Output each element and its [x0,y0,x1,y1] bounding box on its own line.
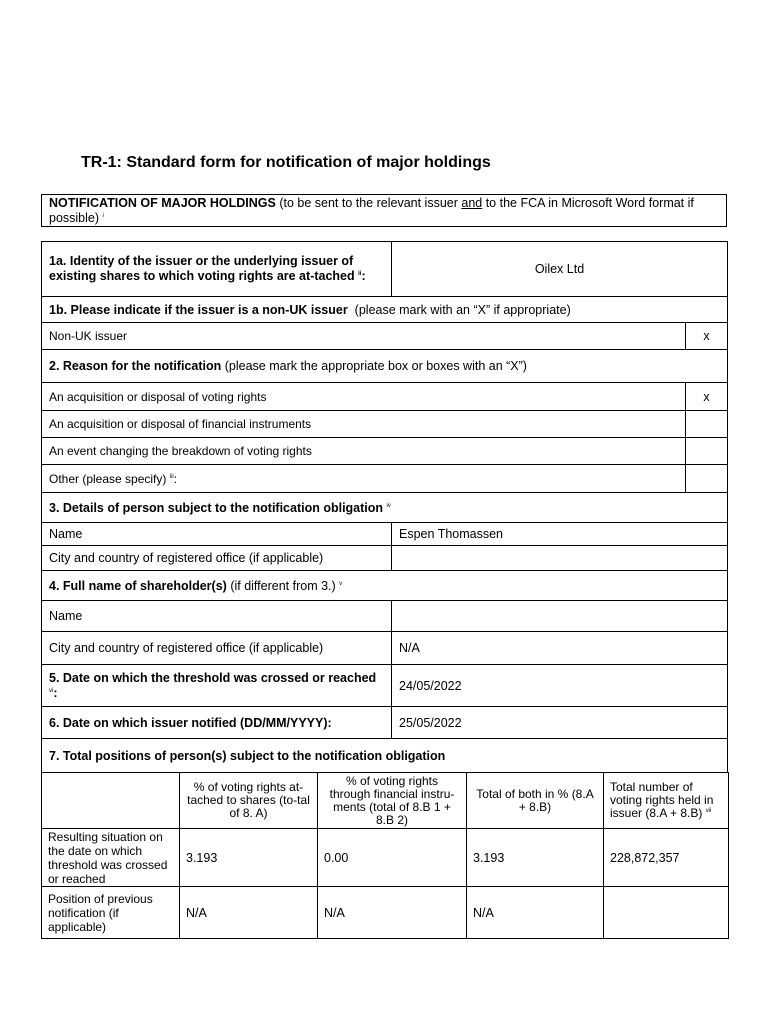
notification-text: (to be sent to the relevant issuer [275,196,462,210]
table-cell[interactable]: N/A [467,887,604,939]
table-cell[interactable]: N/A [318,887,467,939]
reason-checkbox[interactable]: x [685,383,727,410]
non-uk-issuer-label: Non-UK issuer [49,329,128,343]
section-4-heading [41,570,728,600]
section-7-heading [41,738,728,772]
footnote-marker: i [102,212,104,219]
reason-label: An acquisition or disposal of financial instruments [49,417,312,431]
section-5-label: 5. Date on which the threshold was crossed or reached $^{vi}$: [49,670,377,700]
notification-and: and [461,196,483,210]
section-7-label: 7. Total positions of person(s) subject to the notification obligation [49,748,446,763]
section-6-label: 6. Date on which issuer notified (DD/MM/YYYY): [49,715,332,730]
section-1b-label: 1b. Please indicate if the issuer is a non-UK issuer (please mark with an “X” if appropriate) [49,302,571,317]
reason-row [41,437,728,464]
shareholder-city-value[interactable]: N/A [391,632,727,664]
footnote-marker: iv [386,502,391,509]
table-cell[interactable]: 228,872,357 [604,829,729,887]
person-city-label: City and country of registered office (if applicable) [49,551,324,565]
table-row [42,887,729,939]
reason-row [41,410,728,437]
shareholder-name-row [41,600,728,631]
section-4-label: 4. Full name of shareholder(s) (if different from 3.) $^v$ [49,578,343,593]
footnote-marker: ii [358,270,362,277]
section-1b-heading [41,296,728,322]
total-positions-table [41,772,729,939]
shareholder-city-row [41,631,728,664]
table-header-row [42,773,729,829]
table-cell[interactable]: 3.193 [467,829,604,887]
table-header: % of voting rights through financial instru-ments (total of 8.B 1 + 8.B 2) [318,773,467,829]
non-uk-issuer-row [41,322,728,349]
table-cell[interactable]: 3.193 [180,829,318,887]
section-1a-label: 1a. Identity of the issuer or the underlying issuer of existing shares to which voting rights are at-tached $^{ii}$: [49,254,366,283]
table-cell[interactable]: 0.00 [318,829,467,887]
person-name-value[interactable]: Espen Thomassen [391,523,727,545]
footnote-marker: vii [705,808,712,814]
row-label: Position of previous notification (if applicable) [42,887,180,939]
table-header: % of voting rights at-tached to shares (to-tal of 8. A) [180,773,318,829]
reason-row [41,382,728,410]
section-5-row [41,664,728,706]
notification-heading: NOTIFICATION OF MAJOR HOLDINGS [49,196,276,210]
reason-checkbox[interactable] [685,465,727,492]
issuer-notified-date-value[interactable]: 25/05/2022 [391,707,727,738]
notification-header [41,194,727,227]
reason-label: An event changing the breakdown of voting rights [49,444,312,458]
page-title: TR-1: Standard form for notification of major holdings [81,154,491,171]
footnote-marker: vi [49,687,54,694]
table-header: Total number of voting rights held in issuer (8.A + 8.B) $^{vii}$ [604,773,729,829]
threshold-date-value[interactable]: 24/05/2022 [391,665,727,706]
section-3-heading [41,492,728,522]
shareholder-name-value[interactable] [391,601,727,631]
row-label: Resulting situation on the date on which threshold was crossed or reached [42,829,180,887]
table-header: Total of both in % (8.A + 8.B) [467,773,604,829]
notification-text-2: to the FCA in Microsoft Word format if possible) [49,196,694,225]
shareholder-city-label: City and country of registered office (if applicable) [49,641,324,655]
reason-checkbox[interactable] [685,438,727,464]
table-cell[interactable]: N/A [180,887,318,939]
issuer-value[interactable]: Oilex Ltd [391,242,727,296]
shareholder-name-label: Name [49,609,83,623]
reason-label: An acquisition or disposal of voting rights [49,389,267,404]
person-city-value[interactable] [391,546,727,570]
person-name-label: Name [49,527,83,541]
table-cell[interactable] [604,887,729,939]
section-2-heading [41,349,728,382]
person-city-row [41,545,728,570]
section-6-row [41,706,728,738]
person-name-row [41,522,728,545]
reason-label: Other (please specify) $^{iii}$: [49,471,178,486]
section-3-label: 3. Details of person subject to the notification obligation $^{iv}$ [49,500,391,515]
section-1a-row [41,241,728,296]
reason-row [41,464,728,492]
table-row [42,829,729,887]
table-corner-cell [42,773,180,829]
section-2-label: 2. Reason for the notification (please mark the appropriate box or boxes with an “X”) [49,359,527,373]
footnote-marker: v [339,580,343,587]
footnote-marker: iii [169,473,174,480]
reason-checkbox[interactable] [685,411,727,437]
non-uk-issuer-checkbox[interactable]: x [685,323,727,349]
